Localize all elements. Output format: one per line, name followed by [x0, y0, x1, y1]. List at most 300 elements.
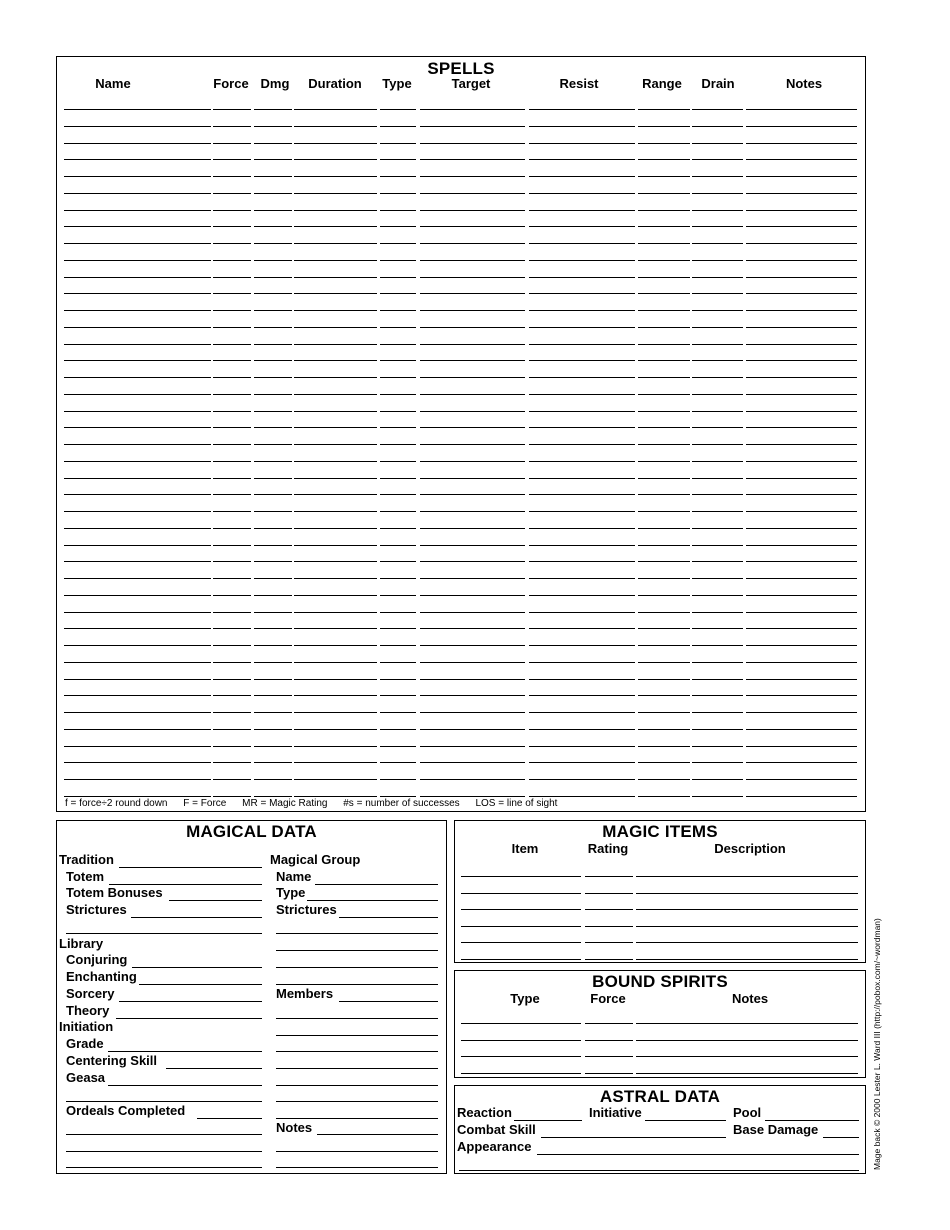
spell-resist-cell[interactable] — [529, 628, 635, 629]
spell-range-cell[interactable] — [638, 461, 690, 462]
strictures-field-extra[interactable] — [66, 933, 262, 934]
spell-drain-cell[interactable] — [692, 210, 743, 211]
spell-range-cell[interactable] — [638, 578, 690, 579]
spell-range-cell[interactable] — [638, 478, 690, 479]
spell-type-cell[interactable] — [380, 210, 416, 211]
spell-force-cell[interactable] — [213, 478, 251, 479]
spell-name-cell[interactable] — [64, 628, 211, 629]
spell-duration-cell[interactable] — [294, 159, 377, 160]
spell-dmg-cell[interactable] — [254, 545, 292, 546]
bound-spirit-notes-cell[interactable] — [636, 1023, 858, 1024]
notes-extra[interactable] — [276, 1151, 438, 1152]
spell-type-cell[interactable] — [380, 729, 416, 730]
spell-resist-cell[interactable] — [529, 762, 635, 763]
spell-dmg-cell[interactable] — [254, 126, 292, 127]
bound-spirit-type-cell[interactable] — [461, 1023, 581, 1024]
spell-type-cell[interactable] — [380, 126, 416, 127]
spell-notes-cell[interactable] — [746, 126, 857, 127]
spell-dmg-cell[interactable] — [254, 662, 292, 663]
spell-type-cell[interactable] — [380, 243, 416, 244]
members-extra[interactable] — [276, 1101, 438, 1102]
pool-field[interactable] — [765, 1120, 859, 1121]
spell-drain-cell[interactable] — [692, 159, 743, 160]
spell-type-cell[interactable] — [380, 293, 416, 294]
spell-target-cell[interactable] — [420, 662, 525, 663]
spell-type-cell[interactable] — [380, 561, 416, 562]
spell-force-cell[interactable] — [213, 277, 251, 278]
spell-name-cell[interactable] — [64, 293, 211, 294]
magic-item-rating-cell[interactable] — [585, 942, 633, 943]
ordeals-field-extra[interactable] — [66, 1134, 262, 1135]
spell-force-cell[interactable] — [213, 377, 251, 378]
spell-name-cell[interactable] — [64, 226, 211, 227]
spell-duration-cell[interactable] — [294, 260, 377, 261]
spell-drain-cell[interactable] — [692, 628, 743, 629]
spell-name-cell[interactable] — [64, 712, 211, 713]
spell-drain-cell[interactable] — [692, 327, 743, 328]
spell-type-cell[interactable] — [380, 176, 416, 177]
spell-target-cell[interactable] — [420, 478, 525, 479]
spell-name-cell[interactable] — [64, 695, 211, 696]
spell-name-cell[interactable] — [64, 461, 211, 462]
spell-resist-cell[interactable] — [529, 143, 635, 144]
spell-type-cell[interactable] — [380, 411, 416, 412]
spell-duration-cell[interactable] — [294, 109, 377, 110]
spell-type-cell[interactable] — [380, 427, 416, 428]
spell-name-cell[interactable] — [64, 109, 211, 110]
spell-force-cell[interactable] — [213, 494, 251, 495]
spell-target-cell[interactable] — [420, 210, 525, 211]
reaction-field[interactable] — [514, 1120, 582, 1121]
spell-range-cell[interactable] — [638, 796, 690, 797]
spell-force-cell[interactable] — [213, 243, 251, 244]
conjuring-field[interactable] — [132, 967, 262, 968]
spell-dmg-cell[interactable] — [254, 360, 292, 361]
spell-dmg-cell[interactable] — [254, 612, 292, 613]
magic-item-item-cell[interactable] — [461, 876, 581, 877]
spell-target-cell[interactable] — [420, 762, 525, 763]
spell-force-cell[interactable] — [213, 193, 251, 194]
spell-force-cell[interactable] — [213, 762, 251, 763]
spell-type-cell[interactable] — [380, 344, 416, 345]
spell-notes-cell[interactable] — [746, 327, 857, 328]
spell-type-cell[interactable] — [380, 310, 416, 311]
spell-range-cell[interactable] — [638, 310, 690, 311]
spell-resist-cell[interactable] — [529, 360, 635, 361]
spell-resist-cell[interactable] — [529, 210, 635, 211]
spell-notes-cell[interactable] — [746, 444, 857, 445]
spell-dmg-cell[interactable] — [254, 344, 292, 345]
spell-notes-cell[interactable] — [746, 595, 857, 596]
spell-dmg-cell[interactable] — [254, 159, 292, 160]
spell-drain-cell[interactable] — [692, 243, 743, 244]
spell-drain-cell[interactable] — [692, 762, 743, 763]
spell-resist-cell[interactable] — [529, 561, 635, 562]
spell-resist-cell[interactable] — [529, 545, 635, 546]
spell-notes-cell[interactable] — [746, 193, 857, 194]
spell-duration-cell[interactable] — [294, 310, 377, 311]
spell-notes-cell[interactable] — [746, 528, 857, 529]
spell-target-cell[interactable] — [420, 226, 525, 227]
appearance-field-extra[interactable] — [459, 1170, 859, 1171]
members-extra[interactable] — [276, 1035, 438, 1036]
spell-notes-cell[interactable] — [746, 746, 857, 747]
spell-notes-cell[interactable] — [746, 796, 857, 797]
spell-drain-cell[interactable] — [692, 545, 743, 546]
spell-notes-cell[interactable] — [746, 159, 857, 160]
group-strictures-extra[interactable] — [276, 984, 438, 985]
spell-range-cell[interactable] — [638, 193, 690, 194]
spell-drain-cell[interactable] — [692, 394, 743, 395]
spell-drain-cell[interactable] — [692, 193, 743, 194]
group-name-field[interactable] — [315, 884, 438, 885]
spell-duration-cell[interactable] — [294, 394, 377, 395]
spell-resist-cell[interactable] — [529, 394, 635, 395]
spell-type-cell[interactable] — [380, 511, 416, 512]
spell-force-cell[interactable] — [213, 628, 251, 629]
spell-type-cell[interactable] — [380, 746, 416, 747]
magic-item-item-cell[interactable] — [461, 959, 581, 960]
spell-duration-cell[interactable] — [294, 511, 377, 512]
spell-type-cell[interactable] — [380, 360, 416, 361]
spell-resist-cell[interactable] — [529, 126, 635, 127]
magic-item-description-cell[interactable] — [636, 909, 858, 910]
spell-type-cell[interactable] — [380, 595, 416, 596]
spell-duration-cell[interactable] — [294, 327, 377, 328]
spell-duration-cell[interactable] — [294, 243, 377, 244]
spell-duration-cell[interactable] — [294, 461, 377, 462]
spell-resist-cell[interactable] — [529, 729, 635, 730]
totem-bonuses-field[interactable] — [169, 900, 262, 901]
spell-name-cell[interactable] — [64, 478, 211, 479]
spell-notes-cell[interactable] — [746, 243, 857, 244]
spell-dmg-cell[interactable] — [254, 511, 292, 512]
spell-type-cell[interactable] — [380, 478, 416, 479]
bound-spirit-type-cell[interactable] — [461, 1073, 581, 1074]
group-type-field[interactable] — [307, 900, 438, 901]
spell-type-cell[interactable] — [380, 277, 416, 278]
spell-name-cell[interactable] — [64, 310, 211, 311]
spell-range-cell[interactable] — [638, 411, 690, 412]
base-damage-field[interactable] — [823, 1137, 859, 1138]
spell-drain-cell[interactable] — [692, 377, 743, 378]
spell-range-cell[interactable] — [638, 746, 690, 747]
spell-drain-cell[interactable] — [692, 511, 743, 512]
members-field[interactable] — [339, 1001, 438, 1002]
spell-drain-cell[interactable] — [692, 260, 743, 261]
spell-target-cell[interactable] — [420, 277, 525, 278]
spell-duration-cell[interactable] — [294, 645, 377, 646]
spell-force-cell[interactable] — [213, 159, 251, 160]
spell-notes-cell[interactable] — [746, 176, 857, 177]
spell-force-cell[interactable] — [213, 126, 251, 127]
spell-dmg-cell[interactable] — [254, 461, 292, 462]
spell-force-cell[interactable] — [213, 528, 251, 529]
geasa-field-extra[interactable] — [66, 1101, 262, 1102]
spell-type-cell[interactable] — [380, 226, 416, 227]
spell-notes-cell[interactable] — [746, 561, 857, 562]
spell-dmg-cell[interactable] — [254, 779, 292, 780]
spell-duration-cell[interactable] — [294, 293, 377, 294]
spell-drain-cell[interactable] — [692, 226, 743, 227]
spell-resist-cell[interactable] — [529, 176, 635, 177]
spell-range-cell[interactable] — [638, 327, 690, 328]
spell-target-cell[interactable] — [420, 394, 525, 395]
spell-drain-cell[interactable] — [692, 277, 743, 278]
spell-range-cell[interactable] — [638, 695, 690, 696]
spell-range-cell[interactable] — [638, 511, 690, 512]
spell-duration-cell[interactable] — [294, 628, 377, 629]
spell-notes-cell[interactable] — [746, 109, 857, 110]
magic-item-description-cell[interactable] — [636, 926, 858, 927]
spell-name-cell[interactable] — [64, 377, 211, 378]
spell-target-cell[interactable] — [420, 679, 525, 680]
spell-type-cell[interactable] — [380, 109, 416, 110]
spell-duration-cell[interactable] — [294, 528, 377, 529]
spell-duration-cell[interactable] — [294, 695, 377, 696]
spell-duration-cell[interactable] — [294, 595, 377, 596]
spell-resist-cell[interactable] — [529, 595, 635, 596]
spell-dmg-cell[interactable] — [254, 109, 292, 110]
members-extra[interactable] — [276, 1068, 438, 1069]
spell-notes-cell[interactable] — [746, 411, 857, 412]
magic-item-rating-cell[interactable] — [585, 893, 633, 894]
spell-drain-cell[interactable] — [692, 126, 743, 127]
spell-drain-cell[interactable] — [692, 595, 743, 596]
spell-notes-cell[interactable] — [746, 427, 857, 428]
spell-dmg-cell[interactable] — [254, 394, 292, 395]
spell-dmg-cell[interactable] — [254, 645, 292, 646]
spell-drain-cell[interactable] — [692, 746, 743, 747]
spell-target-cell[interactable] — [420, 411, 525, 412]
spell-target-cell[interactable] — [420, 494, 525, 495]
spell-notes-cell[interactable] — [746, 578, 857, 579]
spell-type-cell[interactable] — [380, 394, 416, 395]
bound-spirit-type-cell[interactable] — [461, 1056, 581, 1057]
spell-type-cell[interactable] — [380, 712, 416, 713]
spell-dmg-cell[interactable] — [254, 427, 292, 428]
members-extra[interactable] — [276, 1085, 438, 1086]
spell-range-cell[interactable] — [638, 277, 690, 278]
magic-item-rating-cell[interactable] — [585, 926, 633, 927]
spell-resist-cell[interactable] — [529, 779, 635, 780]
spell-range-cell[interactable] — [638, 394, 690, 395]
spell-dmg-cell[interactable] — [254, 277, 292, 278]
spell-resist-cell[interactable] — [529, 293, 635, 294]
spell-range-cell[interactable] — [638, 545, 690, 546]
spell-name-cell[interactable] — [64, 645, 211, 646]
spell-resist-cell[interactable] — [529, 712, 635, 713]
spell-name-cell[interactable] — [64, 796, 211, 797]
spell-name-cell[interactable] — [64, 126, 211, 127]
spell-notes-cell[interactable] — [746, 662, 857, 663]
spell-duration-cell[interactable] — [294, 478, 377, 479]
ordeals-field-extra[interactable] — [66, 1167, 262, 1168]
spell-drain-cell[interactable] — [692, 561, 743, 562]
spell-drain-cell[interactable] — [692, 176, 743, 177]
spell-drain-cell[interactable] — [692, 679, 743, 680]
spell-drain-cell[interactable] — [692, 779, 743, 780]
spell-resist-cell[interactable] — [529, 193, 635, 194]
spell-type-cell[interactable] — [380, 779, 416, 780]
spell-resist-cell[interactable] — [529, 679, 635, 680]
spell-notes-cell[interactable] — [746, 394, 857, 395]
spell-type-cell[interactable] — [380, 628, 416, 629]
spell-resist-cell[interactable] — [529, 411, 635, 412]
spell-type-cell[interactable] — [380, 545, 416, 546]
spell-drain-cell[interactable] — [692, 528, 743, 529]
spell-resist-cell[interactable] — [529, 746, 635, 747]
spell-force-cell[interactable] — [213, 712, 251, 713]
spell-duration-cell[interactable] — [294, 444, 377, 445]
bound-spirit-notes-cell[interactable] — [636, 1056, 858, 1057]
spell-range-cell[interactable] — [638, 260, 690, 261]
spell-name-cell[interactable] — [64, 260, 211, 261]
spell-force-cell[interactable] — [213, 595, 251, 596]
spell-name-cell[interactable] — [64, 494, 211, 495]
spell-name-cell[interactable] — [64, 662, 211, 663]
spell-range-cell[interactable] — [638, 779, 690, 780]
spell-name-cell[interactable] — [64, 327, 211, 328]
spell-notes-cell[interactable] — [746, 260, 857, 261]
spell-name-cell[interactable] — [64, 612, 211, 613]
spell-name-cell[interactable] — [64, 411, 211, 412]
spell-notes-cell[interactable] — [746, 344, 857, 345]
spell-target-cell[interactable] — [420, 327, 525, 328]
spell-force-cell[interactable] — [213, 226, 251, 227]
spell-name-cell[interactable] — [64, 344, 211, 345]
bound-spirit-notes-cell[interactable] — [636, 1073, 858, 1074]
spell-dmg-cell[interactable] — [254, 143, 292, 144]
spell-dmg-cell[interactable] — [254, 310, 292, 311]
spell-drain-cell[interactable] — [692, 360, 743, 361]
spell-notes-cell[interactable] — [746, 679, 857, 680]
spell-force-cell[interactable] — [213, 545, 251, 546]
spell-duration-cell[interactable] — [294, 662, 377, 663]
spell-duration-cell[interactable] — [294, 494, 377, 495]
spell-resist-cell[interactable] — [529, 327, 635, 328]
ordeals-field-extra[interactable] — [66, 1151, 262, 1152]
spell-drain-cell[interactable] — [692, 109, 743, 110]
spell-dmg-cell[interactable] — [254, 293, 292, 294]
spell-name-cell[interactable] — [64, 394, 211, 395]
spell-force-cell[interactable] — [213, 779, 251, 780]
spell-resist-cell[interactable] — [529, 494, 635, 495]
spell-dmg-cell[interactable] — [254, 260, 292, 261]
spell-target-cell[interactable] — [420, 712, 525, 713]
centering-skill-field[interactable] — [166, 1068, 262, 1069]
spell-drain-cell[interactable] — [692, 645, 743, 646]
spell-type-cell[interactable] — [380, 193, 416, 194]
spell-force-cell[interactable] — [213, 729, 251, 730]
spell-duration-cell[interactable] — [294, 277, 377, 278]
magic-item-description-cell[interactable] — [636, 959, 858, 960]
spell-resist-cell[interactable] — [529, 662, 635, 663]
magic-item-description-cell[interactable] — [636, 893, 858, 894]
spell-range-cell[interactable] — [638, 176, 690, 177]
bound-spirit-force-cell[interactable] — [585, 1040, 633, 1041]
spell-name-cell[interactable] — [64, 277, 211, 278]
spell-dmg-cell[interactable] — [254, 762, 292, 763]
spell-target-cell[interactable] — [420, 729, 525, 730]
spell-notes-cell[interactable] — [746, 729, 857, 730]
spell-dmg-cell[interactable] — [254, 679, 292, 680]
spell-target-cell[interactable] — [420, 193, 525, 194]
spell-target-cell[interactable] — [420, 159, 525, 160]
spell-target-cell[interactable] — [420, 461, 525, 462]
spell-drain-cell[interactable] — [692, 578, 743, 579]
spell-dmg-cell[interactable] — [254, 729, 292, 730]
spell-name-cell[interactable] — [64, 159, 211, 160]
spell-range-cell[interactable] — [638, 729, 690, 730]
spell-target-cell[interactable] — [420, 444, 525, 445]
spell-target-cell[interactable] — [420, 310, 525, 311]
spell-notes-cell[interactable] — [746, 226, 857, 227]
spell-name-cell[interactable] — [64, 528, 211, 529]
spell-resist-cell[interactable] — [529, 109, 635, 110]
spell-force-cell[interactable] — [213, 511, 251, 512]
spell-range-cell[interactable] — [638, 662, 690, 663]
spell-force-cell[interactable] — [213, 796, 251, 797]
spell-resist-cell[interactable] — [529, 444, 635, 445]
spell-target-cell[interactable] — [420, 126, 525, 127]
spell-notes-cell[interactable] — [746, 779, 857, 780]
spell-range-cell[interactable] — [638, 645, 690, 646]
spell-type-cell[interactable] — [380, 695, 416, 696]
spell-range-cell[interactable] — [638, 528, 690, 529]
spell-name-cell[interactable] — [64, 729, 211, 730]
spell-dmg-cell[interactable] — [254, 444, 292, 445]
spell-force-cell[interactable] — [213, 427, 251, 428]
spell-name-cell[interactable] — [64, 243, 211, 244]
spell-type-cell[interactable] — [380, 159, 416, 160]
spell-type-cell[interactable] — [380, 528, 416, 529]
spell-force-cell[interactable] — [213, 444, 251, 445]
spell-dmg-cell[interactable] — [254, 528, 292, 529]
spell-duration-cell[interactable] — [294, 210, 377, 211]
spell-type-cell[interactable] — [380, 260, 416, 261]
spell-resist-cell[interactable] — [529, 277, 635, 278]
initiative-field[interactable] — [645, 1120, 726, 1121]
spell-type-cell[interactable] — [380, 377, 416, 378]
members-extra[interactable] — [276, 1118, 438, 1119]
spell-name-cell[interactable] — [64, 360, 211, 361]
spell-resist-cell[interactable] — [529, 310, 635, 311]
spell-notes-cell[interactable] — [746, 143, 857, 144]
spell-target-cell[interactable] — [420, 796, 525, 797]
spell-range-cell[interactable] — [638, 360, 690, 361]
notes-extra[interactable] — [276, 1167, 438, 1168]
spell-dmg-cell[interactable] — [254, 494, 292, 495]
spell-dmg-cell[interactable] — [254, 478, 292, 479]
spell-drain-cell[interactable] — [692, 344, 743, 345]
spell-name-cell[interactable] — [64, 427, 211, 428]
spell-drain-cell[interactable] — [692, 478, 743, 479]
spell-range-cell[interactable] — [638, 344, 690, 345]
spell-force-cell[interactable] — [213, 662, 251, 663]
magic-item-item-cell[interactable] — [461, 926, 581, 927]
spell-notes-cell[interactable] — [746, 377, 857, 378]
spell-drain-cell[interactable] — [692, 143, 743, 144]
spell-type-cell[interactable] — [380, 143, 416, 144]
spell-resist-cell[interactable] — [529, 528, 635, 529]
spell-notes-cell[interactable] — [746, 310, 857, 311]
spell-notes-cell[interactable] — [746, 478, 857, 479]
spell-duration-cell[interactable] — [294, 712, 377, 713]
spell-force-cell[interactable] — [213, 260, 251, 261]
spell-duration-cell[interactable] — [294, 746, 377, 747]
spell-notes-cell[interactable] — [746, 511, 857, 512]
